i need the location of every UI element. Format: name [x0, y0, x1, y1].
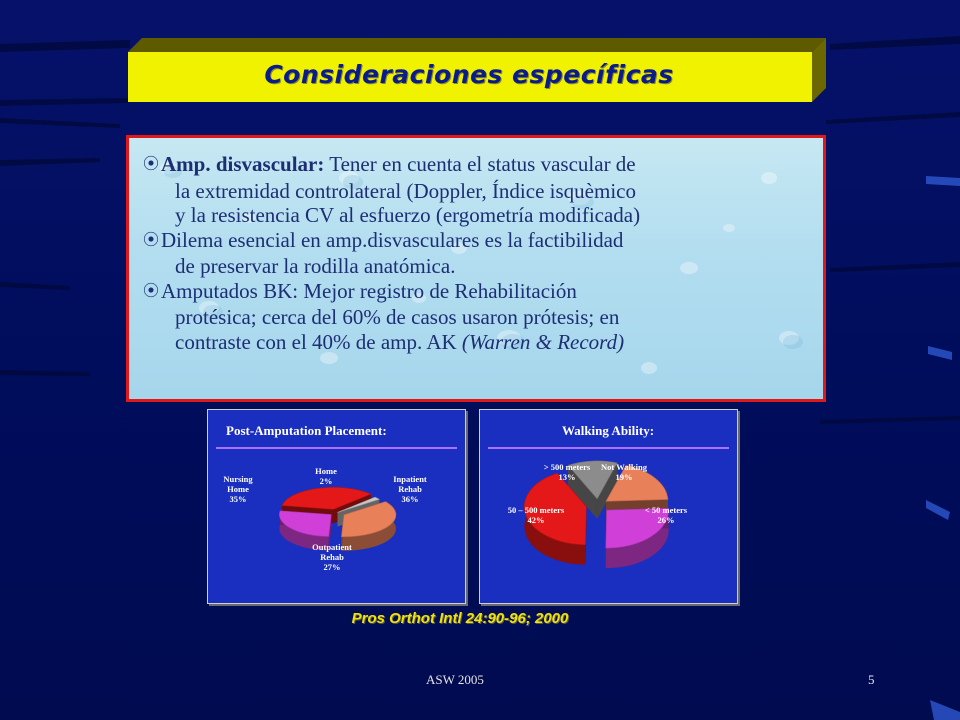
- slide-title: Consideraciones específicas: [264, 60, 674, 89]
- bullet-text: Tener en cuenta el status vascular de: [324, 152, 636, 176]
- slice-label-percent: 13%: [558, 472, 576, 482]
- bullet-item-2: [143, 279, 823, 306]
- page-number: 5: [868, 672, 875, 687]
- slice-label-percent: 42%: [527, 515, 545, 525]
- slice-label-name: < 50 meters: [644, 505, 688, 515]
- bullet-continuation-line: [143, 254, 823, 279]
- slice-label-percent: 27%: [323, 562, 341, 572]
- bullet-icon: ⦿: [143, 280, 160, 300]
- bullet-text: (Warren & Record): [461, 329, 625, 354]
- citation: Pros Orthot Intl 24:90-96; 2000: [351, 610, 569, 627]
- bullet-text: Amp. disvascular:: [161, 152, 325, 176]
- slice-label-percent: 2%: [319, 476, 333, 486]
- chart-0-svg: [208, 410, 465, 603]
- slice-label: [315, 466, 337, 486]
- slice-label-percent: 19%: [615, 472, 633, 482]
- bullet-text: de preservar la rodilla anatómica.: [175, 254, 456, 278]
- slice-label: [393, 474, 427, 504]
- slice-label-name: 50 – 500 meters: [507, 505, 565, 515]
- slice-label-name: > 500 meters: [543, 462, 591, 472]
- bullet-continuation-line: [143, 179, 823, 204]
- bullet-text: la extremidad controlateral (Doppler, Índice isquèmico: [175, 178, 636, 203]
- footer-label: ASW 2005: [426, 672, 484, 687]
- slice-label-name: Outpatient Rehab: [312, 542, 352, 562]
- chart-title: Walking Ability:: [561, 423, 655, 438]
- slice-label-percent: 35%: [229, 494, 247, 504]
- slice-label: [223, 474, 253, 504]
- slice-label-name: Home: [315, 466, 337, 476]
- slice-label: [312, 542, 352, 572]
- bullet-text: y la resistencia CV al esfuerzo (ergometría modificada): [175, 203, 641, 227]
- bullet-continuation-line: [143, 305, 823, 330]
- chart-post-amputation-placement: [207, 409, 466, 604]
- chart-walking-ability: [479, 409, 738, 604]
- chart-1-svg: [480, 410, 737, 603]
- bullet-item-1: [143, 228, 823, 255]
- content-box: [126, 135, 826, 402]
- slice-label-name: Inpatient Rehab: [393, 474, 427, 494]
- slice-label-percent: 26%: [657, 515, 675, 525]
- bullet-continuation-line: [143, 330, 823, 355]
- bullet-list: [143, 152, 823, 354]
- chart-title: Post-Amputation Placement:: [226, 423, 387, 438]
- bullet-text: protésica; cerca del 60% de casos usaron prótesis; en: [175, 305, 620, 329]
- bullet-text: Amputados BK: Mejor registro de Rehabilitación: [161, 278, 577, 303]
- bullet-text: contraste con el 40% de amp. AK: [175, 329, 462, 354]
- bullet-icon: ⦿: [143, 154, 160, 173]
- slice-label-name: Not Walking: [601, 462, 647, 472]
- bullet-item-0: [143, 152, 823, 179]
- slice-label-percent: 36%: [401, 494, 419, 504]
- bullet-icon: ⦿: [143, 229, 160, 249]
- bullet-continuation-line: [143, 203, 823, 228]
- slice-label-name: Nursing Home: [223, 474, 253, 494]
- bullet-text: Dilema esencial en amp.disvasculares es la factibilidad: [161, 227, 624, 252]
